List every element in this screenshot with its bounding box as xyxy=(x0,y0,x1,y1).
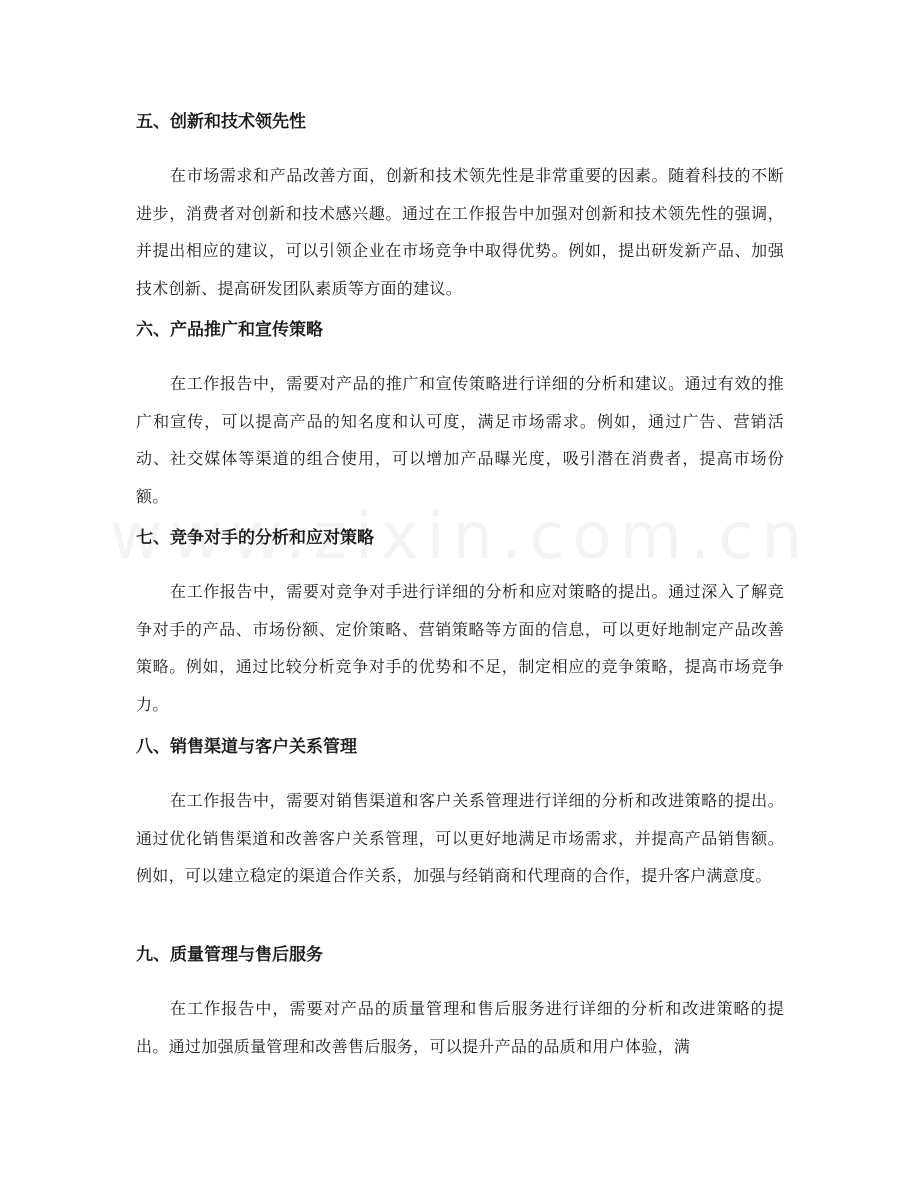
section-8 xyxy=(136,735,784,895)
section-9 xyxy=(136,943,784,1065)
section-heading: 八、销售渠道与客户关系管理 xyxy=(136,737,357,757)
section-heading: 六、产品推广和宣传策略 xyxy=(136,320,323,340)
section-body: 在工作报告中，需要对竞争对手进行详细的分析和应对策略的提出。通过深入了解竞争对手的产品、市场份额、定价策略、营销策略等方面的信息，可以更好地制定产品改善策略。例如，通过比较分析竞争对手的优势和不足，制定相应的竞争策略，提高市场竞争力。 xyxy=(136,582,784,714)
section-body: 在工作报告中，需要对产品的质量管理和售后服务进行详细的分析和改进策略的提出。通过加强质量管理和改善售后服务，可以提升产品的品质和用户体验，满 xyxy=(136,999,784,1056)
section-heading: 七、竞争对手的分析和应对策略 xyxy=(136,528,374,548)
section-heading: 五、创新和技术领先性 xyxy=(136,112,306,132)
section-heading: 九、质量管理与售后服务 xyxy=(136,945,323,965)
section-body: 在工作报告中，需要对产品的推广和宣传策略进行详细的分析和建议。通过有效的推广和宣传，可以提高产品的知名度和认可度，满足市场需求。例如，通过广告、营销活动、社交媒体等渠道的组合使用，可以增加产品曝光度，吸引潜在消费者，提高市场份额。 xyxy=(136,374,784,506)
section-body: 在工作报告中，需要对销售渠道和客户关系管理进行详细的分析和改进策略的提出。通过优化销售渠道和改善客户关系管理，可以更好地满足市场需求，并提高产品销售额。例如，可以建立稳定的渠道合作关系，加强与经销商和代理商的合作，提升客户满意度。 xyxy=(136,791,784,885)
section-6 xyxy=(136,318,784,515)
section-body: 在市场需求和产品改善方面，创新和技术领先性是非常重要的因素。随着科技的不断进步，消费者对创新和技术感兴趣。通过在工作报告中加强对创新和技术领先性的强调，并提出相应的建议，可以引领企业在市场竞争中取得优势。例如，提出研发新产品、加强技术创新、提高研发团队素质等方面的建议。 xyxy=(136,166,784,298)
section-5 xyxy=(136,110,784,307)
section-7 xyxy=(136,526,784,723)
